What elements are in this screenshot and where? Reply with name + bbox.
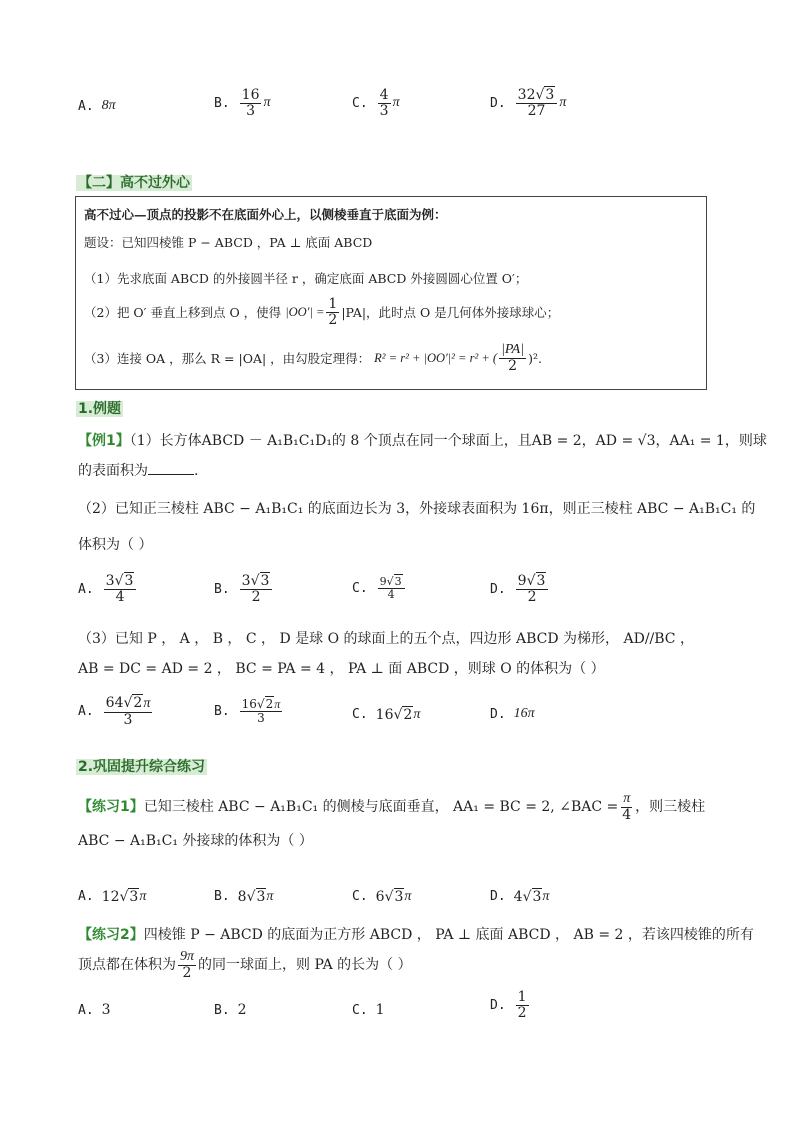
- practice-2-line-2: 顶点都在体积为 $\frac{9\pi}{2}$ 的同一球面上，则 PA 的长为（ ）: [78, 949, 412, 981]
- example-1-part-1: 【例1】（1）长方体ABCD － A₁B₁C₁D₁的 8 个顶点在同一个球面上，且AB = 2，AD = √3，AA₁ = 1，则球: [78, 433, 767, 449]
- practice-tag: 【练习1】: [78, 799, 144, 816]
- fraction: $\frac{32√3}{27}$: [516, 88, 558, 118]
- option-d[interactable]: D. $\frac{1}{2}$: [490, 989, 527, 1021]
- option-b[interactable]: B. $\frac{3√3}{2}$: [214, 574, 274, 604]
- option-b[interactable]: B. $\frac{16}{3}$ π: [214, 87, 271, 119]
- option-a[interactable]: A. 12 √ 3 π: [78, 888, 147, 905]
- option-a[interactable]: A. 3: [78, 1002, 111, 1018]
- option-c[interactable]: C. $\frac{9√3}{4}$: [352, 576, 407, 600]
- box-line-3: （2）把 O′ 垂直上移到点 O ，使得 |OO′| = $\frac{1}{2}$ |PA|，此时点 O 是几何体外接球球心；: [84, 296, 560, 328]
- option-b[interactable]: B. 8 √ 3 π: [214, 888, 274, 905]
- example-tag: 【例1】: [78, 433, 130, 449]
- subheading-examples: 1.例题: [78, 401, 122, 417]
- option-d[interactable]: D. 16π: [490, 706, 535, 722]
- practice-2-line-1: 【练习2】四棱锥 P − ABCD 的底面为正方形 ABCD ， PA ⊥ 底面 ABCD ， AB = 2 ，若该四棱锥的所有: [78, 927, 754, 943]
- practice-1-line-1: 【练习1】 已知三棱柱 ABC − A₁B₁C₁ 的侧棱与底面垂直， AA₁ = BC = 2, ∠BAC = $\frac{\pi}{4}$ ，则三棱柱: [78, 791, 706, 823]
- subheading-practice: 2.巩固提升综合练习: [78, 759, 206, 775]
- box-line-4: （3）连接 OA ，那么 R = |OA| ，由勾股定理得： R² = r² + |OO′|² = r² + ( $\frac{|PA|}{2}$ )².: [84, 342, 542, 374]
- example-1-part-3: （3）已知 P ， A ， B ， C ， D 是球 O 的球面上的五个点，四边形 ABCD 为梯形， AD//BC ，: [78, 631, 694, 647]
- option-a[interactable]: A. $\frac{3√3}{4}$: [78, 574, 138, 604]
- fraction: $\frac{4}{3}$: [379, 87, 389, 119]
- option-c[interactable]: C. 6 √ 3 π: [352, 888, 412, 905]
- option-a[interactable]: A. $\frac{64√2\pi}{3}$: [78, 695, 151, 728]
- option-d[interactable]: D. $\frac{32√3}{27}$ π: [490, 87, 567, 119]
- example-1-part-2: （2）已知正三棱柱 ABC − A₁B₁C₁ 的底面边长为 3，外接球表面积为 16π，则正三棱柱 ABC − A₁B₁C₁ 的: [78, 501, 756, 517]
- option-c[interactable]: C. $\frac{4}{3}$ π: [352, 87, 400, 119]
- example-1-part-3b: AB = DC = AD = 2 ， BC = PA = 4 ， PA ⊥ 面 ABCD ，则球 O 的体积为（ ）: [78, 661, 605, 677]
- fraction: $\frac{16}{3}$: [241, 87, 260, 119]
- option-b[interactable]: B. 2: [214, 1002, 247, 1018]
- option-a[interactable]: A. 8π: [78, 98, 116, 114]
- option-c[interactable]: C. 1: [352, 1002, 385, 1018]
- option-d[interactable]: D. 4 √ 3 π: [490, 888, 550, 905]
- answer-blank[interactable]: [148, 460, 194, 475]
- method-box: [75, 196, 707, 390]
- example-1-part-2b: 体积为（ ）: [78, 537, 153, 553]
- option-d[interactable]: D. $\frac{9√3}{2}$: [490, 574, 550, 604]
- box-line-2: （1）先求底面 ABCD 的外接圆半径 r ，确定底面 ABCD 外接圆圆心位置 O′；: [84, 271, 528, 286]
- box-title: 高不过心—顶点的投影不在底面外心上，以侧棱垂直于底面为例：: [84, 207, 447, 222]
- box-line-1: 题设：已知四棱锥 P − ABCD ，PA ⊥ 底面 ABCD: [84, 235, 373, 250]
- option-c[interactable]: C. 16 √ 2 π: [352, 706, 421, 723]
- example-1-part-1b: 的表面积为 .: [78, 460, 198, 482]
- practice-tag: 【练习2】: [78, 927, 144, 943]
- practice-1-line-2: ABC − A₁B₁C₁ 外接球的体积为（ ）: [78, 833, 313, 849]
- section-heading: 【二】高不过外心: [78, 175, 190, 191]
- option-b[interactable]: B. $\frac{16√2\pi}{3}$: [214, 697, 281, 725]
